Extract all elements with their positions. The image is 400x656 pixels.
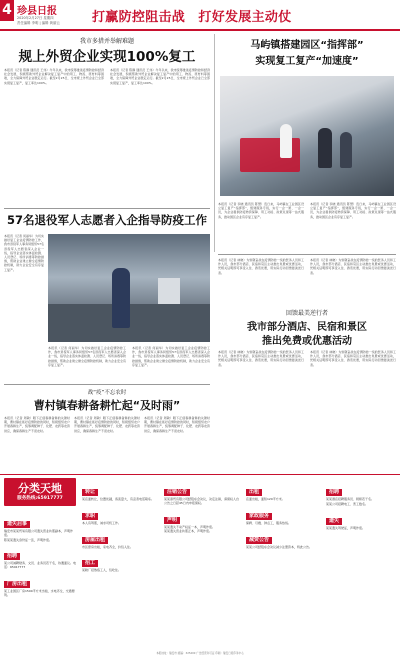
section-divider-2 (4, 384, 210, 385)
article-4-body: 本报讯（记者 林晓）为致敬奋战在疫情防控一线的医务人员和工作人员，我市部分酒店、民宿和景区主动推出免费或优惠活动，凭相关证明即可享受入住、游览优惠，用实际行动回馈最美逆行者。 (218, 350, 304, 367)
date-line: 2020年2月27日 星期四 (17, 16, 54, 20)
classifieds-hotline: 服务热线:65917777 (17, 496, 63, 501)
article-3-body-col3: 本报讯（记者 何丽华）为切实做好复工企业疫情防控工作，我市退役军人事务局组织57名退役军人志愿者深入企业一线，指导企业落实体温检测、人员登记、场所消毒等防控措施，帮助企业建立健全疫情防控机制，助力企业安全有序复工复产。 (132, 346, 210, 367)
article-5 (4, 388, 210, 472)
classifieds-column-1 (4, 510, 76, 650)
article-5-body-col3: 本报讯（记者 周敏）眼下正值春耕备耕的关键时期，曹村镇在抓好疫情防控的同时，积极组织农户开展春耕生产，统筹调配种子、化肥、农药等农资供应，确保春耕生产不误农时。 (144, 416, 210, 433)
classifieds-column-2 (82, 478, 158, 650)
article-5-kicker: 战“疫”不忘农时 (87, 390, 127, 396)
article-4-subhead: 推出免费或优惠活动 (262, 336, 352, 347)
page-number-badge: 4 (0, 0, 14, 21)
article-5-headline: 曹村镇春耕备耕忙起“及时雨” (33, 399, 181, 412)
paper-name: 珍县日报 (17, 6, 57, 17)
classified-item: 某店面转让，位置优越，客流量大，有意者电话联系。 (82, 497, 155, 501)
editor-line: 责任编辑 李明 | 编辑 黄丽云 (17, 21, 60, 25)
classified-section-head: 招工 (82, 560, 98, 567)
article-3 (4, 212, 210, 382)
slogan: 打赢防控阻击战 打好发展主动仗 (92, 10, 292, 25)
article-1-body-col2: 本报讯（记者 陈静 通讯员 王伟）今年以来，我市统筹推进疫情防控和经济社会发展，积极帮助外贸企业解决复工复产中的用工、物流、原材料等困难，全力保障外贸企业稳定运行。截至2月25日，全市规上外贸企业已全部实现复工复产，复工率达100%。 (110, 68, 210, 85)
classified-item: 瑞安市某某贸易有限公司遗失营业执照副本，声明作废。 (4, 529, 74, 537)
classified-item: 某工业园区厂房1500平方米出租，水电齐全，交通便利。 (4, 588, 75, 597)
classified-item: 店面出租，面积120平方米。 (246, 497, 285, 501)
classified-section-head: 家政服务 (246, 513, 272, 520)
article-1-body: 本报讯（记者 陈静 通讯员 王伟）今年以来，我市统筹推进疫情防控和经济社会发展，积极帮助外贸企业解决复工复产中的用工、物流、原材料等困难，全力保障外贸企业稳定运行。截至2月25日，全市规上外贸企业已全部实现复工复产，复工率达100%。 (4, 68, 104, 85)
classified-section-head: 招聘 (4, 553, 20, 560)
article-4-body-col2: 本报讯（记者 林晓）为致敬奋战在疫情防控一线的医务人员和工作人员，我市部分酒店、民宿和景区主动推出免费或优惠活动，凭相关证明即可享受入住、游览优惠，用实际行动回馈最美逆行者。 (310, 350, 396, 367)
classified-item: 保姆、月嫂、钟点工，服务热线。 (246, 520, 292, 525)
classifieds-banner (4, 478, 76, 506)
classifieds-title: 分类天地 (18, 482, 62, 495)
article-3-headline: 57名退役军人志愿者入企指导防疫工作 (6, 213, 207, 227)
article-4-body-top (218, 258, 396, 302)
classified-item: 陈某某遗失身份证一张，声明作废。 (4, 537, 53, 542)
classified-section-head: 减资公告 (246, 537, 272, 544)
classified-item: 某某遗失驾驶证，声明作废。 (326, 525, 366, 530)
classified-item: 本人有驾照，诚求司机工作。 (82, 520, 122, 525)
classified-item: 某某酒店招聘服务员、厨师若干名。 (326, 497, 375, 501)
classified-section-head: 遗失启事 (4, 521, 30, 528)
classified-item: 某某遗失不动产权证一本，声明作废。 (164, 524, 216, 529)
article-2 (218, 36, 396, 252)
masthead (0, 0, 400, 30)
column-divider (214, 34, 215, 252)
classified-section-head: 房屋出租 (82, 537, 108, 544)
article-5-body: 本报讯（记者 周敏）眼下正值春耕备耕的关键时期，曹村镇在抓好疫情防控的同时，积极组织农户开展春耕生产，统筹调配种子、化肥、农药等农资供应，确保春耕生产不误农时。 (4, 416, 70, 433)
article-4-headline: 我市部分酒店、民宿和景区 (247, 322, 367, 333)
article-2-body-col2: 本报讯（记者 李晓 通讯员 陈慧）连日来，马屿镇在工业园区设立复工复产“指挥部”，组建服务专班，实行一企一策、一企一员，为企业提供防疫物资保障、用工对接、政策兑现等一站式服务，推动园区企业有序复工复产。 (310, 202, 396, 219)
classifieds-column-4 (246, 478, 320, 650)
classified-section-head: 转让 (82, 489, 98, 496)
classified-item: 某某遗失营业执照正本，声明作废。 (164, 529, 213, 534)
article-2-headline: 马屿镇搭建园区“指挥部” (250, 40, 364, 51)
article-3-body-col2: 本报讯（记者 何丽华）为切实做好复工企业疫情防控工作，我市退役军人事务局组织57名退役军人志愿者深入企业一线，指导企业落实体温检测、人员登记、场所消毒等防控措施，帮助企业建立健全疫情防控机制，助力企业安全有序复工复产。 (48, 346, 126, 367)
classified-item: 某某商贸有限公司经股东会决议，决定注销，请债权人自公告之日起45日内申报债权。 (164, 497, 240, 505)
classified-section-head: 招聘 (326, 489, 342, 496)
article-4-kicker: 回馈最美逆行者 (285, 310, 328, 317)
article-2-photo (220, 76, 394, 196)
classified-section-head: 厂房出租 (4, 581, 30, 588)
section-divider-right (218, 254, 396, 255)
classified-item: 某鞋厂招熟练工人，包吃住。 (82, 568, 122, 573)
article-2-body: 本报讯（记者 李晓 通讯员 陈慧）连日来，马屿镇在工业园区设立复工复产“指挥部”，组建服务专班，实行一企一策、一企一员，为企业提供防疫物资保障、用工对接、政策兑现等一站式服务，推动园区企业有序复工复产。 (218, 202, 304, 219)
article-1 (4, 36, 210, 206)
classified-section-head: 出租 (246, 489, 262, 496)
footer: 本报地址：瑞安市 邮编：325200 广告经营许可证 印刷：瑞安日报印务中心 (156, 652, 244, 655)
classifieds-column-5 (326, 478, 396, 650)
classified-item: 某某公司招聘电工、普工数名。 (326, 501, 369, 506)
classified-section-head: 声明 (164, 517, 180, 524)
article-4-body-top-col2: 本报讯（记者 林晓）为致敬奋战在疫情防控一线的医务人员和工作人员，我市部分酒店、民宿和景区主动推出免费或优惠活动，凭相关证明即可享受入住、游览优惠，用实际行动回馈最美逆行者。 (310, 258, 396, 275)
article-5-body-col2: 本报讯（记者 周敏）眼下正值春耕备耕的关键时期，曹村镇在抓好疫情防控的同时，积极组织农户开展春耕生产，统筹调配种子、化肥、农药等农资供应，确保春耕生产不误农时。 (74, 416, 140, 433)
masthead-rule (0, 29, 400, 31)
classifieds-column-3 (164, 478, 240, 650)
classified-item: 市区套房出租，家电齐全，拎包入住。 (82, 544, 134, 549)
classified-section-head: 遗失 (326, 518, 342, 525)
classified-item: 某某公司经股东会决议减少注册资本，特此公告。 (246, 544, 313, 549)
article-2-subhead: 实现复工复产“加速度” (255, 56, 359, 67)
article-3-body: 本报讯（记者 何丽华）为切实做好复工企业疫情防控工作，我市退役军人事务局组织57名退役军人志愿者深入企业一线，指导企业落实体温检测、人员登记、场所消毒等防控措施，帮助企业建立健全疫情防控机制，助力企业安全有序复工复产。 (4, 234, 44, 272)
classifieds-top-rule (0, 474, 400, 475)
classified-section-head: 求职 (82, 513, 98, 520)
classified-item: 某公司诚聘财务、文员、业务员若干名，待遇面议。电话：65917777 (4, 561, 76, 570)
article-1-kicker: 我市多措并举解难题 (79, 38, 134, 45)
classified-section-head: 注销公告 (164, 489, 190, 496)
article-3-photo (48, 234, 210, 342)
section-divider (4, 208, 210, 209)
article-4-body-top-col1: 本报讯（记者 林晓）为致敬奋战在疫情防控一线的医务人员和工作人员，我市部分酒店、民宿和景区主动推出免费或优惠活动，凭相关证明即可享受入住、游览优惠，用实际行动回馈最美逆行者。 (218, 258, 304, 275)
article-4 (218, 258, 396, 472)
article-1-headline: 规上外贸企业实现100%复工 (18, 49, 196, 65)
